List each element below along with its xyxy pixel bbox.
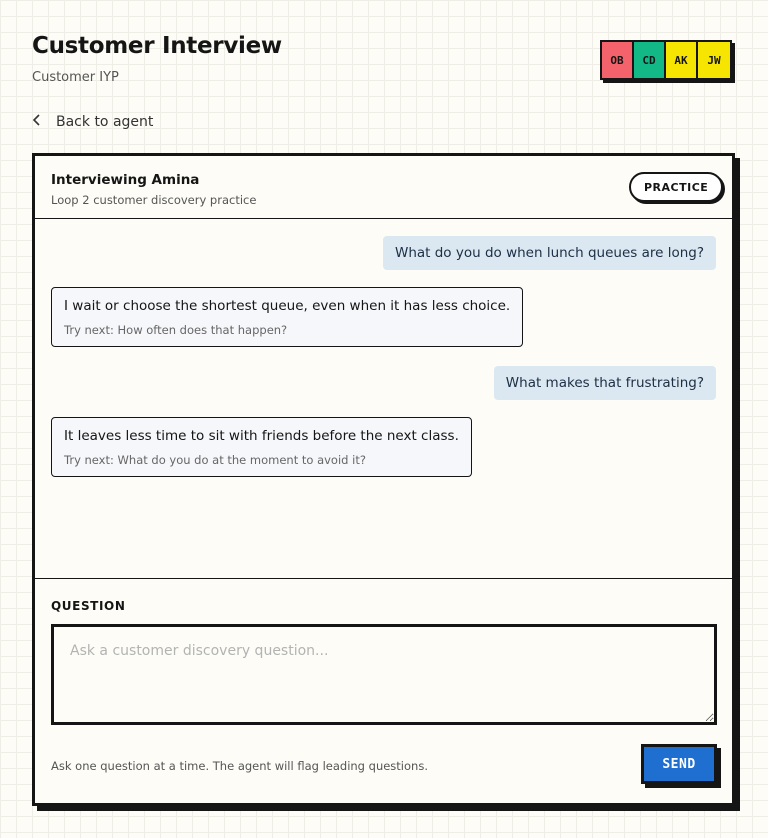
agent-reply: I wait or choose the shortest queue, even when it has less choice. (64, 298, 511, 314)
avatar[interactable]: JW (698, 42, 730, 78)
composer (35, 579, 732, 803)
avatar[interactable]: AK (666, 42, 698, 78)
agent-message (51, 287, 523, 347)
page-title: Customer Interview (32, 33, 282, 59)
agent-message (51, 417, 472, 477)
question-label: QUESTION (51, 599, 126, 613)
agent-hint: Try next: What do you do at the moment to avoid it? (64, 453, 366, 467)
avatar[interactable]: CD (634, 42, 666, 78)
back-link-label: Back to agent (56, 114, 154, 130)
chat-header (35, 156, 732, 219)
message-list[interactable] (35, 219, 732, 579)
agent-reply: It leaves less time to sit with friends before the next class. (64, 428, 459, 444)
question-input[interactable] (51, 624, 717, 725)
agent-hint: Try next: How often does that happen? (64, 323, 288, 337)
chat-subtitle: Loop 2 customer discovery practice (51, 193, 257, 207)
team-avatars (600, 40, 732, 80)
back-to-agent-link[interactable] (32, 113, 153, 131)
page-subtitle: Customer IYP (32, 70, 119, 85)
helper-text: Ask one question at a time. The agent will flag leading questions. (51, 759, 428, 773)
chat-title: Interviewing Amina (51, 172, 200, 188)
send-button[interactable]: SEND (641, 744, 717, 784)
interview-panel (32, 153, 735, 806)
avatar[interactable]: OB (602, 42, 634, 78)
user-message: What do you do when lunch queues are long? (383, 236, 716, 270)
chevron-left-icon (32, 113, 42, 131)
user-message: What makes that frustrating? (494, 366, 716, 400)
practice-badge: PRACTICE (629, 172, 723, 202)
